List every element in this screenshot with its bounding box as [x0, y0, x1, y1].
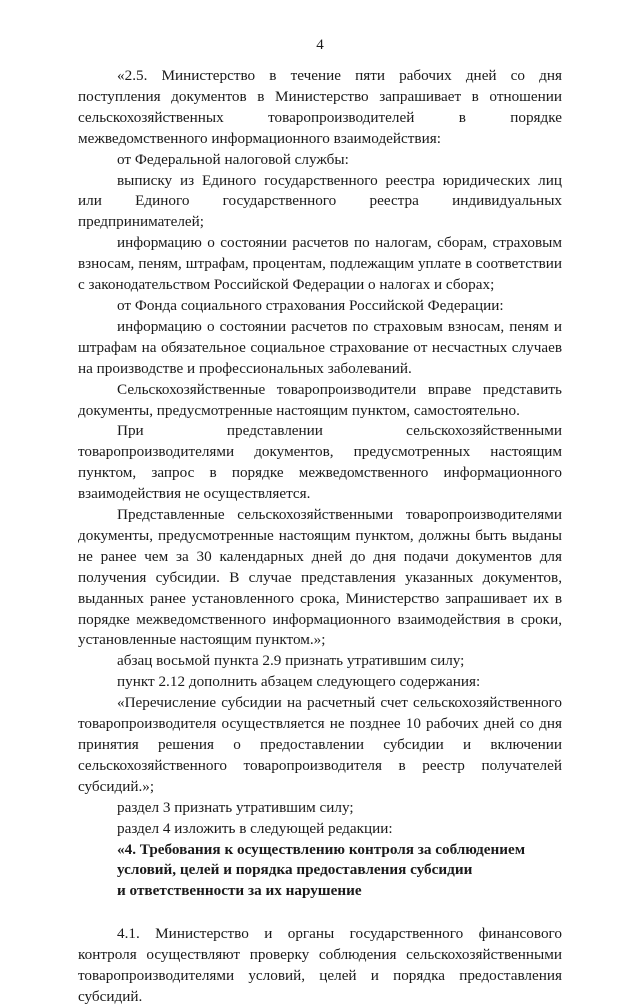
paragraph-2-9-repeal: абзац восьмой пункта 2.9 признать утратившим силу; — [117, 652, 465, 670]
paragraph-subsidy-transfer: «Перечисление субсидии на расчетный счет сельскохозяйственного товаропроизводителя осуществляется не позднее 10 рабочих дней со дня принятия решения о предоставлении субсидии и включении сельскохозяйственного товаропроизводителя в реестр получателей субсидий.»; — [78, 694, 562, 795]
section-4-heading-line-2: условий, целей и порядка предоставления субсидии — [117, 861, 473, 879]
paragraph-registry-extract: выписку из Единого государственного реестра юридических лиц или Единого государственного реестра индивидуальных предпринимателей; — [78, 171, 562, 231]
paragraph-2-5-intro: «2.5. Министерство в течение пяти рабочих дней со дня поступления документов в Министерство запрашивает в отношении сельскохозяйственных товаропроизводителей в порядке межведомственного информационного взаимодействия: — [78, 67, 562, 147]
paragraph-insurance-settlements: информацию о состоянии расчетов по страховым взносам, пеням и штрафам на обязательное социальное страхование от несчастных случаев на производстве и профессиональных заболеваний. — [78, 317, 562, 377]
paragraph-section-4-redaction: раздел 4 изложить в следующей редакции: — [117, 819, 393, 837]
paragraph-4-1-control: 4.1. Министерство и органы государственного финансового контроля осуществляют проверку соблюдения сельскохозяйственными товаропроизводителями условий, целей и порядка предоставления субсидий. — [78, 925, 562, 1005]
section-4-heading — [78, 840, 562, 903]
paragraph-tax-service: от Федеральной налоговой службы: — [117, 150, 349, 168]
document-body — [78, 66, 562, 1008]
page-number: 4 — [316, 37, 324, 53]
paragraph-no-request: При представлении сельскохозяйственными товаропроизводителями документов, предусмотренных настоящим пунктом, запрос в порядке межведомственного информационного взаимодействия не осуществляется. — [78, 422, 562, 503]
paragraph-document-validity: Представленные сельскохозяйственными товаропроизводителями документы, предусмотренные настоящим пунктом, должны быть выданы не ранее чем за 30 календарных дней до дня подачи документов для получения субсидии. В случае представления указанных документов, выданных ранее установленного срока, Министерство запрашивает их в порядке межведомственного информационного взаимодействия в сроки, установленные настоящим пунктом.»; — [78, 506, 562, 649]
paragraph-section-3-repeal: раздел 3 признать утратившим силу; — [117, 798, 354, 816]
paragraph-social-insurance-fund: от Фонда социального страхования Российской Федерации: — [117, 296, 504, 314]
section-4-heading-line-3: и ответственности за их нарушение — [117, 882, 362, 900]
paragraph-2-12-amend: пункт 2.12 дополнить абзацем следующего содержания: — [117, 673, 481, 691]
paragraph-self-submission: Сельскохозяйственные товаропроизводители вправе представить документы, предусмотренные настоящим пунктом, самостоятельно. — [78, 380, 562, 419]
paragraph-tax-settlements: информацию о состоянии расчетов по налогам, сборам, страховым взносам, пеням, штрафам, процентам, подлежащим уплате в соответствии с законодательством Российской Федерации о налогах и сборах; — [78, 234, 562, 294]
section-4-heading-line-1: «4. Требования к осуществлению контроля за соблюдением — [117, 840, 526, 858]
